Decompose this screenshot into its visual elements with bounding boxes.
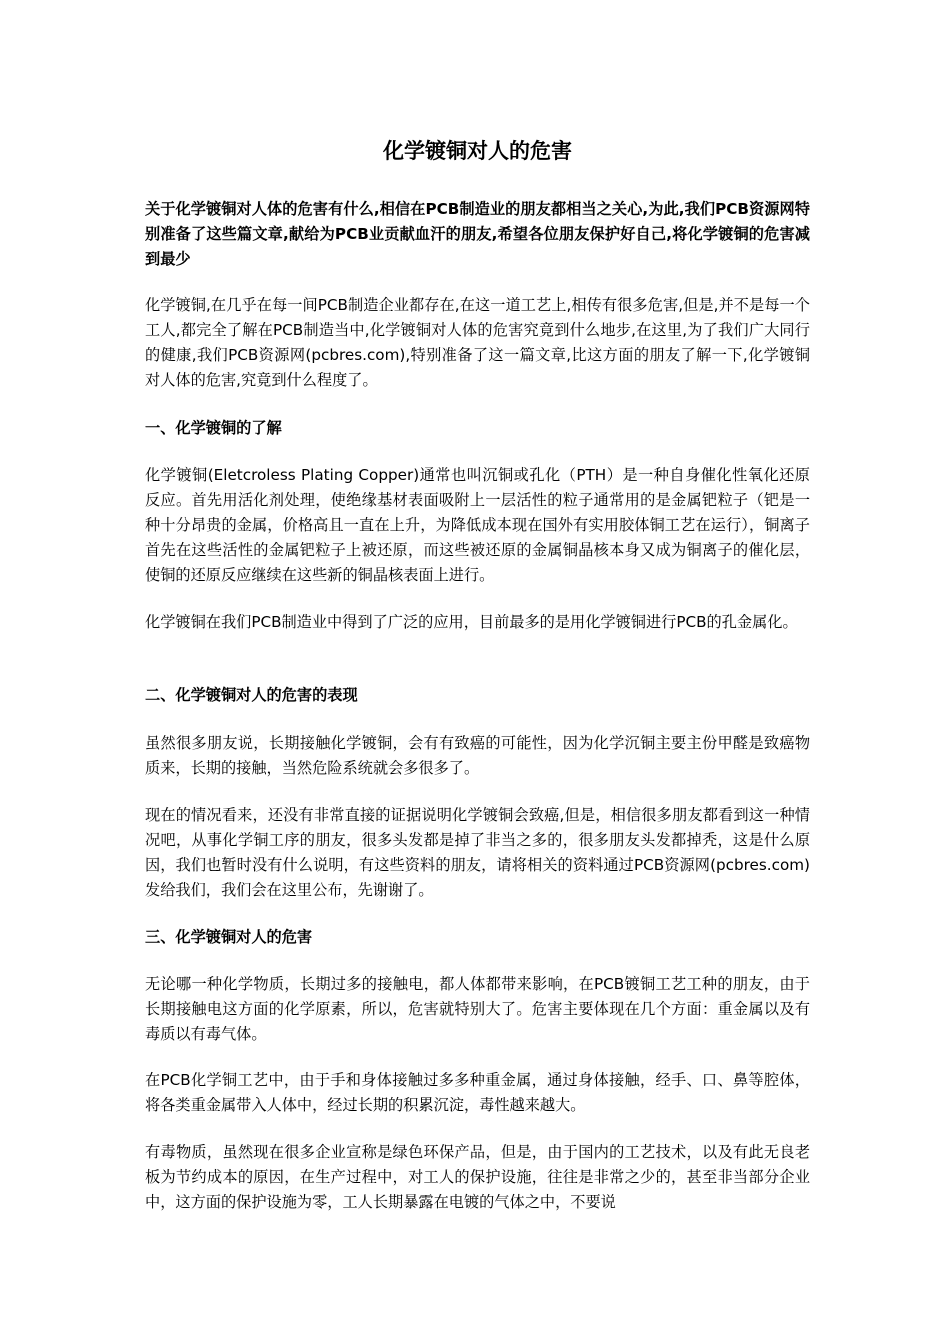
section-1-paragraph-2: 化学镀铜在我们PCB制造业中得到了广泛的应用，目前最多的是用化学镀铜进行PCB的孔金属化。 xyxy=(145,613,798,631)
intro-paragraph: 关于化学镀铜对人体的危害有什么,相信在PCB制造业的朋友都相当之关心,为此,我们PCB资源网特别准备了这些篇文章,献给为PCB业贡献血汗的朋友,希望各位朋友保护好自己,将化学镀铜的危害减到最少 xyxy=(145,200,810,268)
section-3-paragraph-1: 无论哪一种化学物质，长期过多的接触电，都人体都带来影响，在PCB镀铜工艺工种的朋友，由于长期接触电这方面的化学原素，所以，危害就特别大了。危害主要体现在几个方面：重金属以及有毒质以有毒气体。 xyxy=(145,975,810,1043)
section-3-paragraph-3: 有毒物质，虽然现在很多企业宣称是绿色环保产品，但是，由于国内的工艺技术，以及有此无良老板为节约成本的原因，在生产过程中，对工人的保护设施，往往是非常之少的，甚至非当部分企业中，这方面的保护设施为零，工人长期暴露在电镀的气体之中，不要说 xyxy=(145,1143,810,1211)
section-3-heading: 三、化学镀铜对人的危害 xyxy=(145,928,313,946)
section-1-heading: 一、化学镀铜的了解 xyxy=(145,419,282,437)
section-1-paragraph-1: 化学镀铜(Eletcroless Plating Copper)通常也叫沉铜或孔化（PTH）是一种自身催化性氧化还原反应。首先用活化剂处理，使绝缘基材表面吸附上一层活性的粒子通常用的是金属钯粒子（钯是一种十分昂贵的金属，价格高且一直在上升，为降低成本现在国外有实用胶体铜工艺在运行），铜离子首先在这些活性的金属钯粒子上被还原，而这些被还原的金属铜晶核本身又成为铜离子的催化层，使铜的还原反应继续在这些新的铜晶核表面上进行。 xyxy=(145,466,810,584)
paragraph-1: 化学镀铜,在几乎在每一间PCB制造企业都存在,在这一道工艺上,相传有很多危害,但是,并不是每一个工人,都完全了解在PCB制造当中,化学镀铜对人体的危害究竟到什么地步,在这里,为了我们广大同行的健康,我们PCB资源网(pcbres.com),特别准备了这一篇文章,比这方面的朋友了解一下,化学镀铜对人体的危害,究竟到什么程度了。 xyxy=(145,296,810,389)
section-3-paragraph-2: 在PCB化学铜工艺中，由于手和身体接触过多多种重金属，通过身体接触，经手、口、鼻等腔体，将各类重金属带入人体中，经过长期的积累沉淀，毒性越来越大。 xyxy=(145,1071,810,1114)
section-2-paragraph-2: 现在的情况看来，还没有非常直接的证据说明化学镀铜会致癌,但是，相信很多朋友都看到这一种情况吧，从事化学铜工序的朋友，很多头发都是掉了非当之多的，很多朋友头发都掉秃，这是什么原因，我们也暂时没有什么说明，有这些资料的朋友，请将相关的资料通过PCB资源网(pcbres.com)发给我们，我们会在这里公布，先谢谢了。 xyxy=(145,806,810,899)
document-title: 化学镀铜对人的危害 xyxy=(383,139,572,163)
section-2-heading: 二、化学镀铜对人的危害的表现 xyxy=(145,686,358,704)
section-2-paragraph-1: 虽然很多朋友说，长期接触化学镀铜，会有有致癌的可能性，因为化学沉铜主要主份甲醛是致癌物质来，长期的接触，当然危险系统就会多很多了。 xyxy=(145,734,810,777)
